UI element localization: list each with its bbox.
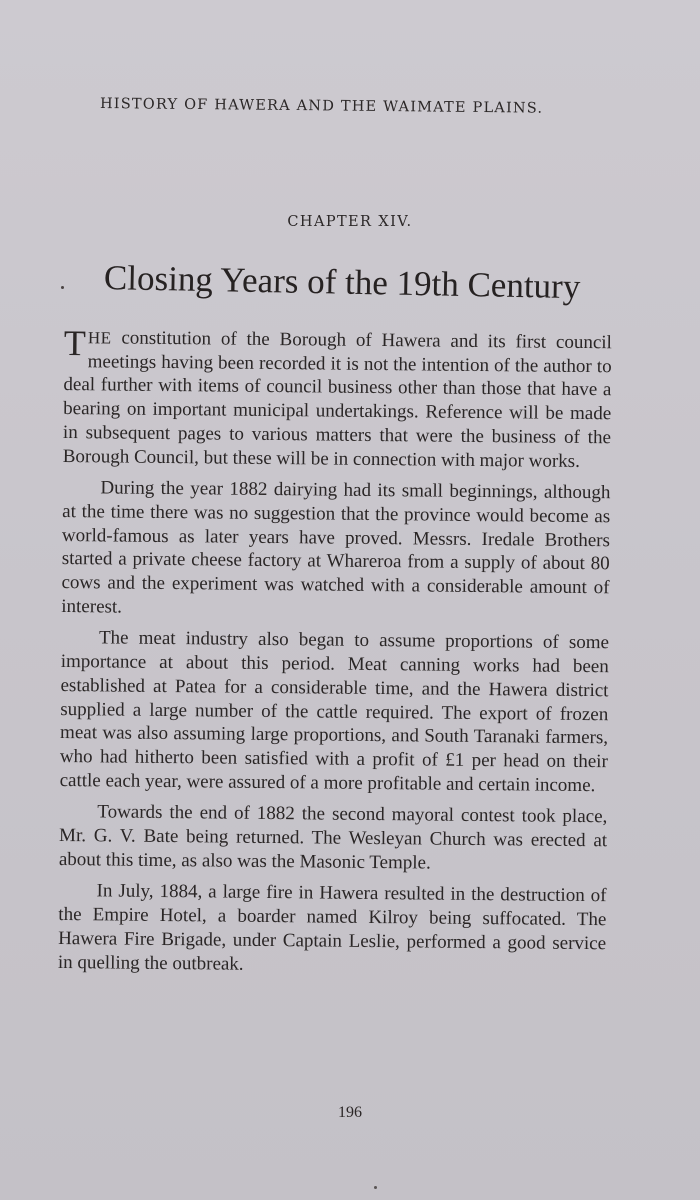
paragraph-1-lead: HE: [87, 328, 112, 348]
page-number: 196: [338, 1104, 362, 1121]
margin-mark: [61, 286, 64, 289]
chapter-number: CHAPTER XIV.: [287, 214, 413, 230]
paragraph-2: During the year 1882 dairying had its small beginnings, although at the time there was no suggestion that the province would become as world-famous as later years have proved. Messrs. Iredale Brothers started a private cheese factory at Whareroa from a supply of about 80 cows and the experiment was watched with a considerable amount of interest.: [61, 477, 611, 618]
paragraph-1: [62, 323, 612, 473]
chapter-title: Closing Years of the 19th Century: [103, 258, 581, 307]
drop-cap: T: [63, 323, 87, 364]
paragraph-4: Towards the end of 1882 the second mayoral contest took place, Mr. G. V. Bate being returned. The Wesleyan Church was erected at about this time, as also was the Masonic Temple.: [58, 801, 608, 874]
paragraph-3: The meat industry also began to assume proportions of some importance at about this period. Meat canning works had been established at Patea for a considerable time, and the Hawera district supplied a large number of the cattle required. The export of frozen meat was also assuming large proportions, and South Taranaki farmers, who had hitherto been satisfied with a profit of £1 per head on their cattle each year, were assured of a more profitable and certain income.: [59, 627, 610, 796]
chapter-body: [57, 323, 612, 988]
running-head: HISTORY OF HAWERA AND THE WAIMATE PLAINS.: [99, 96, 544, 117]
paragraph-5: In July, 1884, a large fire in Hawera resulted in the destruction of the Empire Hotel, a boarder named Kilroy being suffocated. The Hawera Fire Brigade, under Captain Leslie, performed a good service in quelling the outbreak.: [57, 880, 607, 975]
paper-speck: [374, 1186, 377, 1189]
paragraph-1-text: constitution of the Borough of Hawera and its first council meetings having been recorded it is not the intention of the author to deal further with items of council business other than those that have a bearing on important municipal undertakings. Reference will be made in subsequent pages to various matters that were the business of the Borough Council, but these will be in connection with major works.: [62, 327, 612, 472]
